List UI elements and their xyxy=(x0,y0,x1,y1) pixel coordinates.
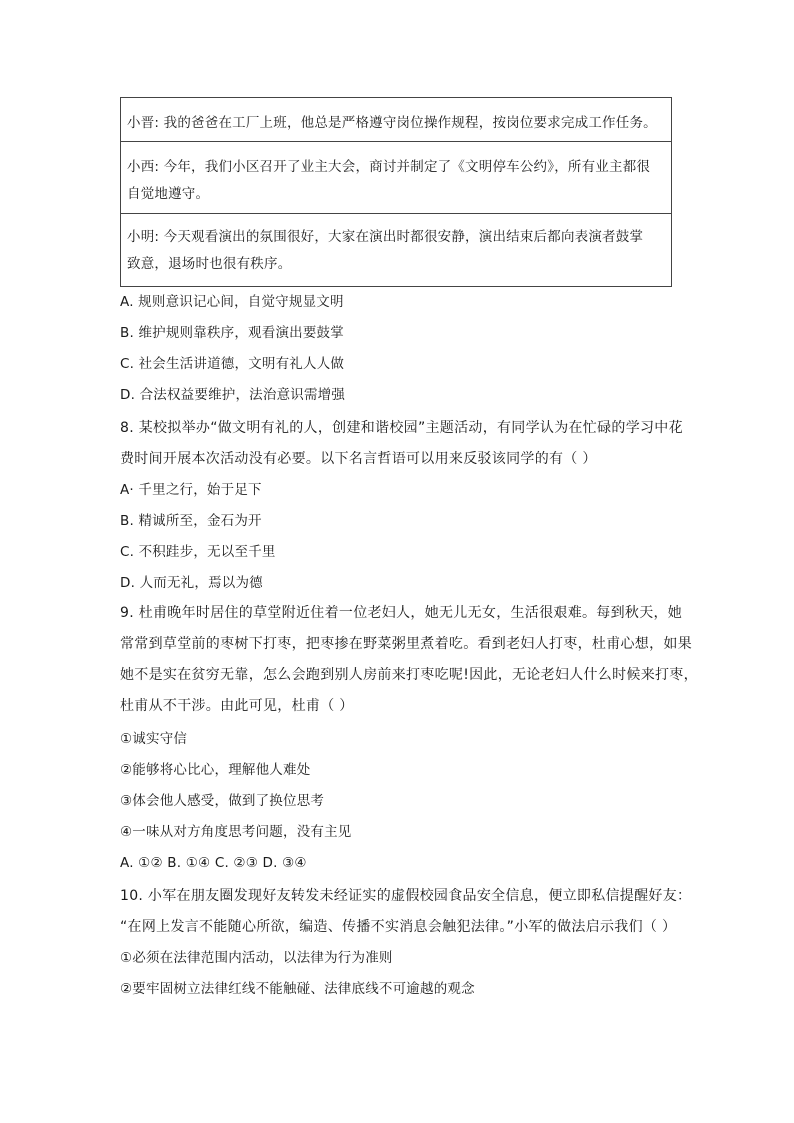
q9-statement-3: ③体会他人感受，做到了换位思考 xyxy=(120,793,325,809)
q9-stem-line: 常常到草堂前的枣树下打枣，把枣掺在野菜粥里煮着吃。看到老妇人打枣，杜甫心想，如果 xyxy=(120,636,692,652)
table-cell-text: 小明: 今天观看演出的氛围很好，大家在演出时都很安静，演出结束后都向表演者鼓掌 xyxy=(127,229,644,245)
q8-option-b: B. 精诚所至，金石为开 xyxy=(120,513,262,529)
dialogue-table xyxy=(120,97,672,287)
q9-statement-2: ②能够将心比心，理解他人难处 xyxy=(120,762,311,778)
q7-option-a: A. 规则意识记心间，自觉守规显文明 xyxy=(120,294,344,310)
q8-option-a: A· 千里之行，始于足下 xyxy=(120,482,262,498)
table-row xyxy=(121,98,671,141)
q7-option-c: C. 社会生活讲道德，文明有礼人人做 xyxy=(120,356,345,372)
q10-stem-line: 10. 小军在朋友圈发现好友转发未经证实的虚假校园食品安全信息，便立即私信提醒好友： xyxy=(120,888,692,904)
q9-statement-4: ④一味从对方角度思考问题，没有主见 xyxy=(120,824,352,840)
q8-stem-line: 8. 某校拟举办“做文明有礼的人，创建和谐校园”主题活动，有同学认为在忙碌的学习中花 xyxy=(120,420,683,436)
table-row xyxy=(121,213,671,286)
q9-stem-line: 她不是实在贫穷无靠，怎么会跑到别人房前来打枣吃呢!因此，无论老妇人什么时候来打枣， xyxy=(120,667,698,683)
table-cell-text: 自觉地遵守。 xyxy=(127,186,210,202)
table-cell-text: 小西: 今年，我们小区召开了业主大会，商讨并制定了《文明停车公约》，所有业主都很 xyxy=(127,159,651,175)
q8-option-d: D. 人而无礼，焉以为德 xyxy=(120,575,263,591)
q8-stem-line: 费时间开展本次活动没有必要。以下名言哲语可以用来反驳该同学的有（ ） xyxy=(120,451,597,467)
q9-stem-line: 9. 杜甫晚年时居住的草堂附近住着一位老妇人，她无儿无女，生活很艰难。每到秋天，她 xyxy=(120,605,683,621)
table-cell-text: 小晋: 我的爸爸在工厂上班，他总是严格遵守岗位操作规程，按岗位要求完成工作任务。 xyxy=(127,115,657,131)
q10-stem-line: “在网上发言不能随心所欲，编造、传播不实消息会触犯法律。”小军的做法启示我们（ ） xyxy=(120,919,677,935)
q8-option-c: C. 不积跬步，无以至千里 xyxy=(120,544,276,560)
q10-statement-2: ②要牢固树立法律红线不能触碰、法律底线不可逾越的观念 xyxy=(120,981,475,997)
table-row xyxy=(121,141,671,213)
q7-option-b: B. 维护规则靠秩序，观看演出要鼓掌 xyxy=(120,325,344,341)
q9-statement-1: ①诚实守信 xyxy=(120,731,188,747)
q7-option-d: D. 合法权益要维护，法治意识需增强 xyxy=(120,387,346,403)
table-cell-text: 致意，退场时也很有秩序。 xyxy=(127,256,292,272)
q9-stem-line: 杜甫从不干涉。由此可见，杜甫（ ） xyxy=(120,698,354,714)
q9-answer-choices: A. ①② B. ①④ C. ②③ D. ③④ xyxy=(120,855,307,871)
q10-statement-1: ①必须在法律范围内活动，以法律为行为准则 xyxy=(120,950,393,966)
